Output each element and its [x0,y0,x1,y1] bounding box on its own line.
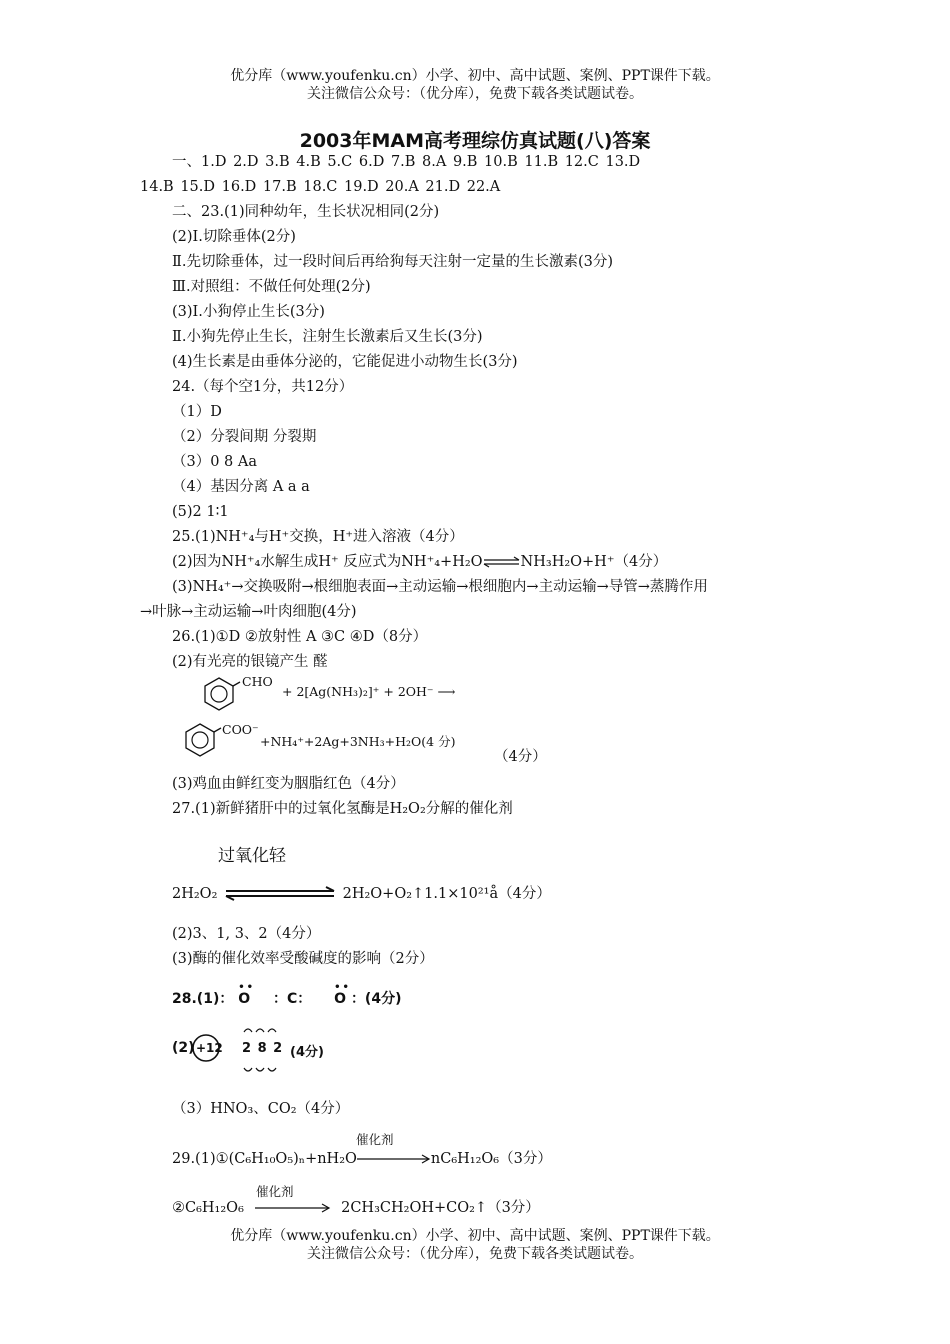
q26-equation-score: （4分） [494,749,547,765]
q25-line-1: 25.(1)NH⁺₄与H⁺交换，H⁺进入溶液（4分） [172,529,464,545]
q26-line-2: (2)有光亮的银镜产生 醛 [172,654,328,670]
q25-line-3: (3)NH₄⁺→交换吸附→根细胞表面→主动运输→根细胞内→主动运输→导管→蒸腾作用 [172,579,708,595]
q28-line-2-score: (4分) [290,1045,324,1060]
oxygen-atom-2 [334,982,351,1008]
q23-line-6: Ⅱ.小狗先停止生长，注射生长激素后又生长(3分) [172,329,483,345]
q29-equation-2-left: ②C₆H₁₂O₆ [172,1200,244,1216]
footer-line-1: 优分库（www.youfenku.cn）小学、初中、高中试题、案例、PPT课件下载。 [230,1228,720,1244]
lone-pair-dots-icon: •• [334,982,351,993]
q24-line-2: （1）D [172,404,222,420]
q29-equation-2-right: 2CH₃CH₂OH+CO₂↑（3分） [341,1200,540,1216]
magnesium-atom-diagram [172,1020,352,1082]
q25-line-2-left: (2)因为NH⁺₄水解生成H⁺ 反应式为NH⁺₄+H₂O [172,554,483,570]
reversible-arrow-icon [224,886,336,902]
header-line-2: 关注微信公众号：（优分库），免费下载各类试题试卷。 [307,86,643,102]
q29-equation-1-right: nC₆H₁₂O₆（3分） [430,1151,552,1167]
q24-line-3: （2）分裂间期 分裂期 [172,429,317,445]
silver-mirror-equation-2 [176,716,496,760]
q26-line-3: (3)鸡血由鲜红变为胭脂红色（4分） [172,776,405,792]
q29-equation-1 [172,1150,552,1168]
page-title: 2003年MAM高考理综仿真试题(八)答案 [299,130,651,152]
q27-catalyst-label: 过氧化轻 [218,846,286,866]
q27-equation [172,885,551,903]
reversible-arrow-icon [483,556,521,568]
q25-line-2 [172,553,667,571]
silver-mirror-products: +NH₄⁺+2Ag+3NH₃+H₂O(4 分) [260,734,456,749]
q28-line-2-label: (2) [172,1040,195,1056]
q24-line-1: 24.（每个空1分，共12分） [172,379,354,395]
q27-equation-right: 2H₂O+O₂↑1.1×10²¹å（4分） [342,886,551,902]
q23-line-7: (4)生长素是由垂体分泌的，它能促进小动物生长(3分) [172,354,518,370]
silver-mirror-equation-1 [196,672,496,712]
q23-line-1: 二、23.(1)同种幼年，生长状况相同(2分) [172,204,440,220]
q24-line-6: (5)2 1∶1 [172,504,229,520]
q23-line-3: Ⅱ.先切除垂体，过一段时间后再给狗每天注射一定量的生长激素(3分) [172,254,614,270]
q25-line-2-right: NH₃H₂O+H⁺（4分） [520,554,668,570]
answers-row-1: 一、1.D 2.D 3.B 4.B 5.C 6.D 7.B 8.A 9.B 10.B 11.B 12.C 13.D [172,154,641,170]
q24-line-4: （3）0 8 Aa [172,454,258,470]
header-line-1: 优分库（www.youfenku.cn）小学、初中、高中试题、案例、PPT课件下载。 [230,68,720,84]
q27-line-3: (3)酶的催化效率受酸碱度的影响（2分） [172,951,434,967]
q28-electron-dot-formula [172,982,402,1008]
oxygen-atom-1 [238,982,256,1008]
electron-shells: 2 8 2 [242,1041,283,1056]
answers-row-2: 14.B 15.D 16.D 17.B 18.C 19.D 20.A 21.D 22.A [140,179,501,195]
q27-line-2: (2)3、1, 3、2（4分） [172,926,321,942]
q29-catalyst-label-1: 催化剂 [356,1132,394,1147]
q27-line-1: 27.(1)新鲜猪肝中的过氧化氢酶是H₂O₂分解的催化剂 [172,801,513,817]
oxygen-symbol-1: O [238,991,251,1007]
q24-line-5: （4）基因分离 A a a [172,479,310,495]
q25-line-4: →叶脉→主动运输→叶肉细胞(4分) [140,604,357,620]
q29-catalyst-label-2: 催化剂 [256,1184,294,1199]
nucleus-charge: +12 [196,1041,223,1055]
silver-mirror-reactants: + 2[Ag(NH₃)₂]⁺ + 2OH⁻ ⟶ [282,684,456,699]
q23-line-4: Ⅲ.对照组：不做任何处理(2分) [172,279,371,295]
q28-line-1-score: ：(4分) [350,991,402,1007]
q27-equation-left: 2H₂O₂ [172,886,218,902]
q28-label: 28.(1)： [172,991,234,1007]
oxygen-symbol-2: O [334,991,347,1007]
lone-pair-dots-icon: •• [238,982,256,993]
q26-line-1: 26.(1)①D ②放射性 A ③C ④D（8分） [172,629,428,645]
q28-line-3: （3）HNO₃、CO₂（4分） [172,1101,350,1117]
reaction-arrow-icon [255,1202,331,1214]
carbon-atom: ：C： [273,991,312,1007]
q23-line-5: (3)Ⅰ.小狗停止生长(3分) [172,304,325,320]
carboxylate-group: COO⁻ [222,722,259,737]
reaction-arrow-icon [357,1153,431,1165]
q29-equation-1-left: 29.(1)①(C₆H₁₀O₅)ₙ+nH₂O [172,1151,357,1167]
q29-equation-2 [172,1199,540,1217]
footer-line-2: 关注微信公众号：（优分库），免费下载各类试题试卷。 [307,1246,643,1262]
q23-line-2: (2)Ⅰ.切除垂体(2分) [172,229,296,245]
aldehyde-group: CHO [242,674,273,689]
